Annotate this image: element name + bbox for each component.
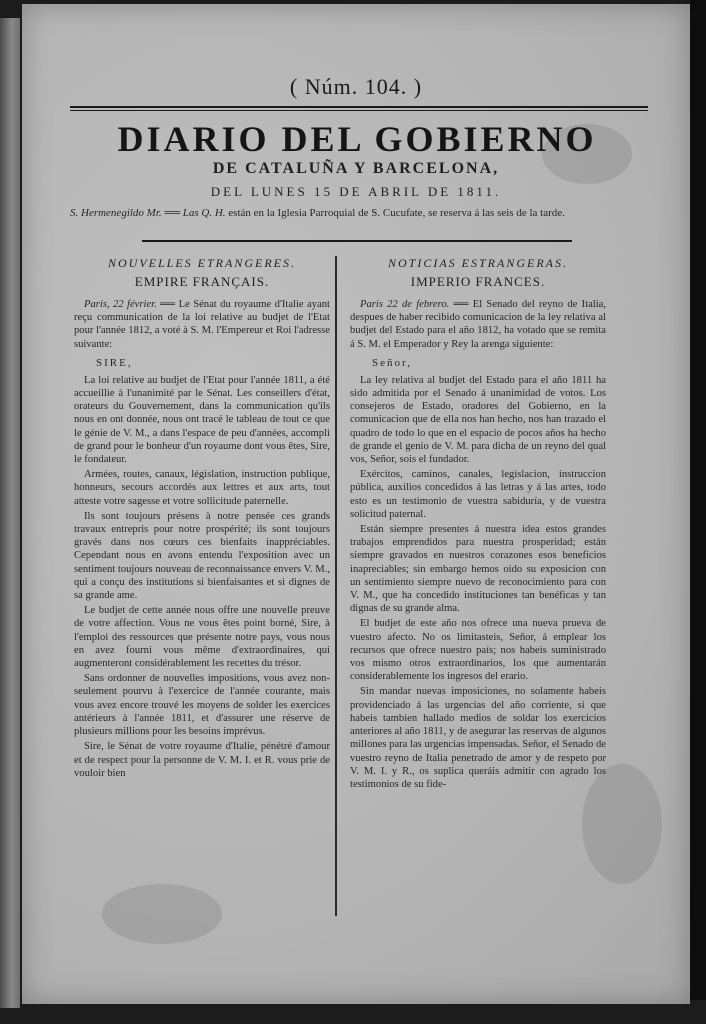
spanish-intro-text: El Senado del reyno de Italia, despues de haber recibido comunicacion de la ley relativa al budjet del Estado para el año 1812, ha votado que se remita á S. M. el Emperador y Rey la arenga siguiente:: [350, 299, 607, 350]
qh-label: Las Q. H.: [182, 207, 226, 219]
french-subsection-heading: EMPIRE FRANÇAIS.: [134, 274, 270, 289]
saint-name: S. Hermenegildo Mr.: [70, 207, 162, 219]
french-intro-text: Le Sénat du royaume d'Italie ayant reçu communication de la loi relative au budjet de l'Etat pour l'année 1812, a voté à S. M. l'Empereur et Roi l'adresse suivante:: [74, 299, 330, 350]
issue-number: ( Núm. 104. ): [289, 74, 423, 99]
spanish-subsection-heading: IMPERIO FRANCES.: [410, 274, 546, 289]
spanish-paragraph: La ley relativa al budjet del Estado para el año 1811 ha sido admitida por el Senado á unanimidad de votos. Los consejeros de Estado, oradores del Gobierno, en la comunicacion que de ella nos han hecho, nos han trazado el quadro de todo lo que en el espacio de pocos años ha hecho de grande el genio de V. M. para dicha de un reyno del qual vos, Señor, sois el fundador.: [350, 374, 606, 466]
spanish-column: [350, 256, 606, 793]
paper-stain: [102, 884, 222, 944]
french-paragraph: Sans ordonner de nouvelles impositions, vous avez non-seulement pourvu à l'exercice de l'année courante, mais vous avez encore trouvé les moyens de solder les exercices antérieurs à l'année 1811, et d'assurer une réserve de plusieurs millions pour les besoins imprévus.: [74, 673, 330, 738]
french-paragraph: Ils sont toujours présens à notre pensée ces grands travaux entrepris pour notre prospérité; ils sont toujours gravés dans nos cœurs ces bienfaits inappréciables. Cependant nous en avons entendu l'exposition avec un sentiment toujours nouveau de reconnaissance envers V. M., qui a conçu des institutions si bienfaisantes et si dignes de sa grande ame.: [74, 510, 330, 602]
french-paragraph: Armées, routes, canaux, législation, instruction publique, honneurs, secours accordés aux lettres et aux arts, tout atteste votre sagesse et votre sollicitude paternelle.: [74, 469, 330, 507]
saint-notice: S. Hermenegildo Mr. ══ Las Q. H. están en la Iglesia Parroquial de S. Cucufate, se reserva á las seis de la tarde.: [70, 207, 565, 219]
notice-text: están en la Iglesia Parroquial de S. Cucufate, se reserva á las seis de la tarde.: [228, 207, 565, 219]
spanish-paragraph: Están siempre presentes á nuestra idea estos grandes trabajos emprendidos para nuestra prosperidad; están siempre gravados en nuestros corazones esos beneficios inapreciables; sin embargo hemos oido su exposicion con un sentimiento siempre nuevo de reconocimiento para con V. M., que ha concedido instituciones tan benéficas y tan dignas de su grande alma.: [350, 524, 606, 615]
issue-date: DEL LUNES 15 DE ABRIL DE 1811.: [210, 184, 502, 199]
french-column: [74, 256, 330, 782]
top-rule-thin: [70, 110, 648, 111]
newspaper-title: DIARIO DEL GOBIERNO: [117, 119, 597, 159]
top-rule: [70, 106, 648, 108]
french-paragraph: Sire, le Sénat de votre royaume d'Italie, pénétré d'amour et de respect pour la personne de V. M. I. et R. vous prie de vouloir bien: [74, 741, 330, 779]
french-salutation: SIRE,: [96, 356, 133, 369]
column-divider: [335, 256, 337, 916]
spanish-salutation: Señor,: [372, 356, 412, 369]
book-right-edge: [690, 0, 706, 1000]
spanish-section-heading: NOTICIAS ESTRANGERAS.: [388, 256, 568, 270]
newspaper-subtitle: DE CATALUÑA Y BARCELONA,: [212, 160, 500, 177]
spanish-dateline: Paris 22 de febrero.: [360, 299, 450, 310]
spanish-paragraph: El budjet de este año nos ofrece una nueva prueva de vuestro afecto. No os limitasteis, Señor, á emplear los recursos que ofrece nuestro país; nos habeis suministrado vos mismo otros extraordinarios, los que aumentarán considerablemente los ingresos del erario.: [350, 618, 606, 683]
spanish-paragraph: Exércitos, caminos, canales, legislacion, instruccion pública, auxilios concedidos á las letras y á las artes, todo esto es un testimonio de vuestra sabiduría, y de vuestra solicitud paternal.: [350, 469, 606, 520]
spanish-intro-paragraph: Paris 22 de febrero. ══ El Senado del reyno de Italia, despues de haber recibido comunicacion de la ley relativa al budjet del Estado para el año 1812, ha votado que se remita á S. M. el Emperador y Rey la arenga siguiente:: [350, 299, 607, 350]
book-left-edge: [0, 18, 20, 1008]
newspaper-page: [22, 4, 690, 1004]
header-divider: [142, 240, 572, 242]
french-section-heading: NOUVELLES ETRANGERES.: [108, 256, 296, 270]
french-dateline: Paris, 22 février.: [84, 299, 157, 310]
french-intro-paragraph: Paris, 22 février. ══ Le Sénat du royaume d'Italie ayant reçu communication de la loi relative au budjet de l'Etat pour l'année 1812, a voté à S. M. l'Empereur et Roi l'adresse suivante:: [74, 299, 330, 350]
spanish-paragraph: Sin mandar nuevas imposiciones, no solamente habeis providenciado á las urgencias del año corriente, si que habeis tambien hallado medios de soldar los exercicios anteriores al año 1811, y de asegurar las reservas de algunos millones para las urgencias impensadas. Señor, el Senado de vuestro reyno de Italia penetrado de amor y de respeto por V. M. I. y R., os suplica queráis admitir con agrado los testimonios de su fide-: [350, 686, 606, 790]
french-paragraph: Le budjet de cette année nous offre une nouvelle preuve de votre affection. Vous ne vous êtes point borné, Sire, à l'emploi des ressources que présente notre pays, vous nous en avez fourni vous même d'extraordinaires, qui augmenteront considérablement les recettes du trésor.: [74, 605, 330, 670]
french-paragraph: La loi relative au budjet de l'Etat pour l'année 1811, a été accueillie à l'unanimité par le Sénat. Les conseillers d'état, orateurs du Gouvernement, dans la communication qu'ils nous en ont donnée, nous ont tracé le tableau de tout ce que le génie de V. M., a dans l'espace de peu d'années, accompli de grand pour le bonheur d'un royaume dont vous êtes, Sire, le fondateur.: [74, 374, 330, 466]
